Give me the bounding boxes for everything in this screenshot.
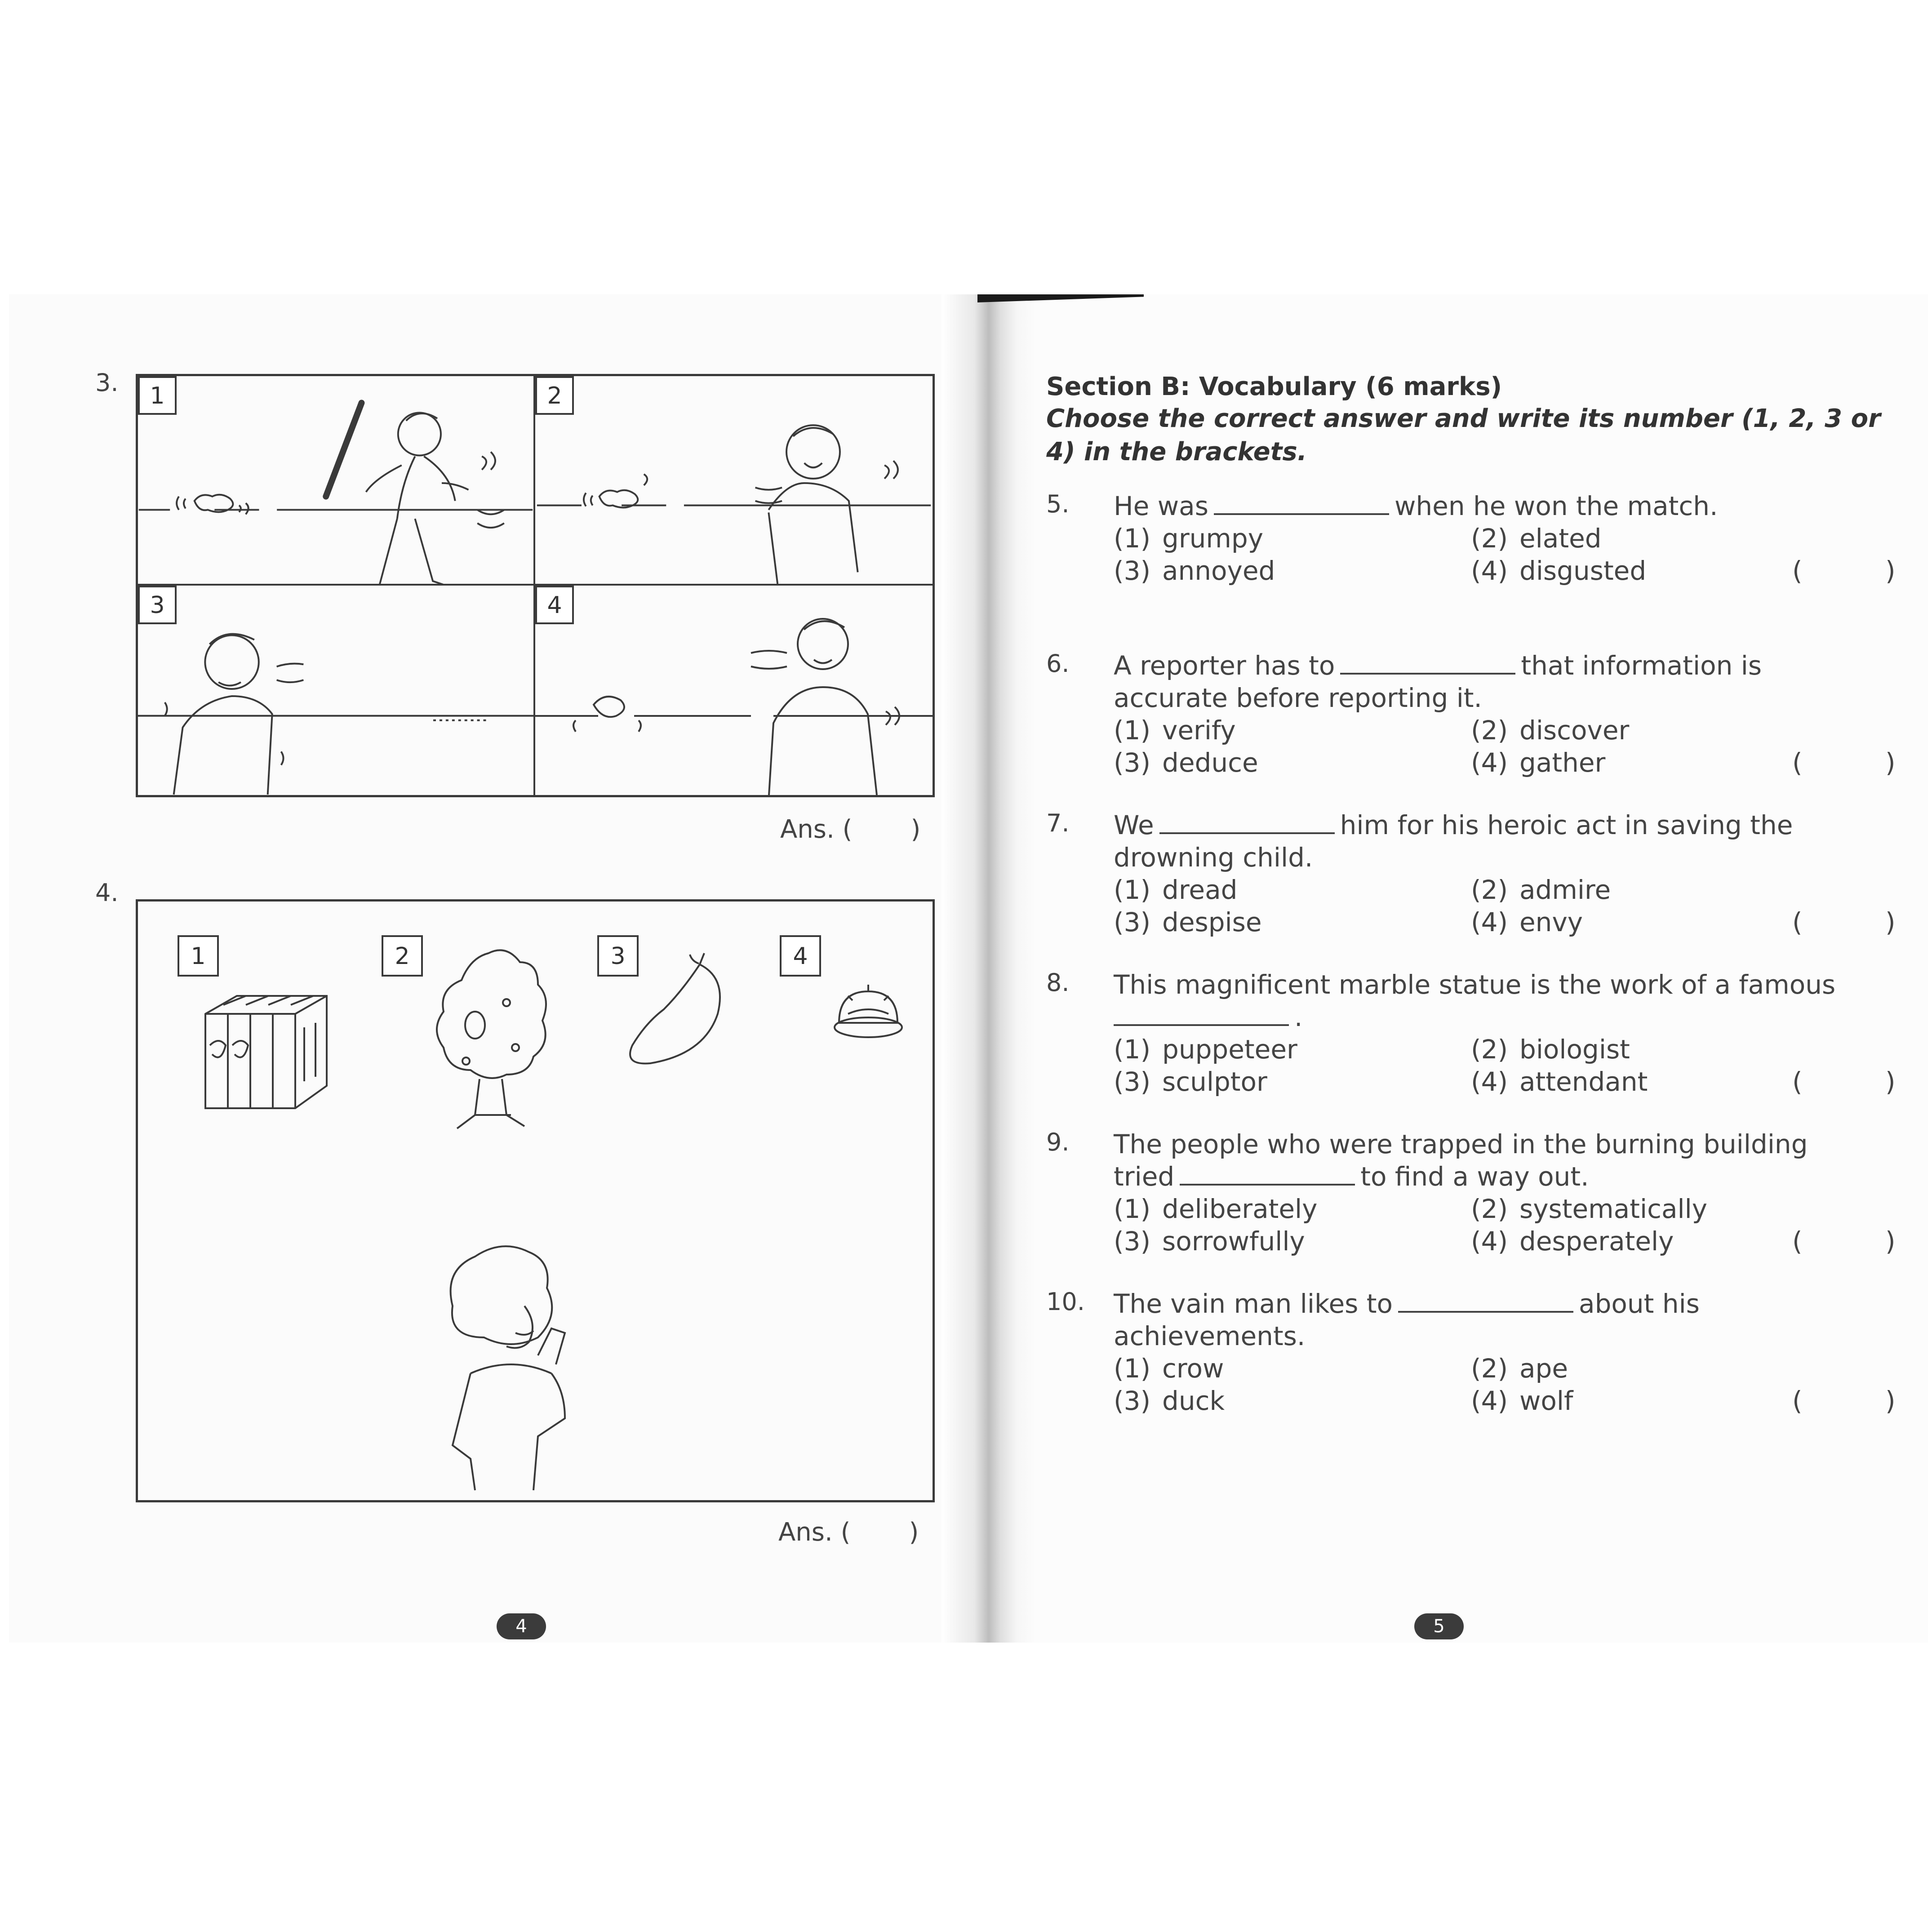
option-2: (2) systematically [1471,1194,1708,1224]
option-3: (3) deduce [1114,747,1258,778]
option-3: (3) sculptor [1114,1066,1267,1097]
question-number: 8. [1046,968,1070,997]
panel-label: 3 [138,586,177,624]
question-number: 6. [1046,649,1070,678]
panel-1 [138,376,535,586]
question-stem: The people who were trapped in the burning building tried to find a way out. [1114,1129,1808,1192]
answer-blank [1114,1001,1289,1026]
q3-answer-label [780,815,920,844]
option-4: (4) disgusted [1471,555,1647,586]
answer-bracket[interactable]: ( ) [1792,555,1896,586]
answer-blank [1398,1288,1573,1313]
boy-coughing-icon [138,586,533,795]
answer-open: Ans. ( [778,1518,851,1547]
option-4: (4) wolf [1471,1386,1573,1416]
question-stem [1114,490,1855,522]
question-stem: We him for his heroic act in saving the drowning child. [1114,810,1793,873]
option-1: (1) dread [1114,875,1238,905]
girl-pointing-icon [435,1243,605,1495]
question-9 [1046,1128,1900,1263]
panel-3 [138,586,535,795]
question-10 [1046,1288,1900,1422]
answer-bracket[interactable]: ( ) [1792,1226,1896,1257]
option-2: (2) elated [1471,523,1602,554]
answer-bracket[interactable]: ( ) [1792,1066,1896,1097]
option-4: (4) attendant [1471,1066,1648,1097]
item-label: 3 [597,935,639,977]
answer-blank [1159,809,1335,834]
question-6 [1046,649,1900,784]
answer-blank [1340,649,1515,675]
answer-bracket[interactable]: ( ) [1792,747,1896,778]
q4-answer-label [778,1518,919,1547]
question-stem: The vain man likes to about his achievements. [1114,1288,1700,1351]
question-4-number: 4. [95,879,119,907]
boy-with-bat-chasing-dog-icon [138,376,533,584]
panel-label: 4 [535,586,574,624]
option-1: (1) verify [1114,715,1236,746]
option-1: (1) puppeteer [1114,1034,1297,1065]
option-1: (1) crow [1114,1353,1224,1384]
item-label: 4 [780,935,821,977]
answer-bracket[interactable]: ( ) [1792,907,1896,937]
mango-icon [623,951,731,1068]
question-7 [1046,809,1900,944]
stem-text: He was [1114,491,1208,521]
page-number-right: 5 [1414,1613,1464,1639]
question-number: 9. [1046,1128,1070,1156]
option-4: (4) envy [1471,907,1583,937]
option-3: (3) duck [1114,1386,1225,1416]
boy-laughing-dog-icon [535,376,933,584]
answer-close: ) [909,1518,919,1547]
question-stem: This magnificent marble statue is the work of a famous . [1114,969,1836,1032]
question-8 [1046,968,1900,1103]
stem-text: when he won the match. [1394,491,1718,521]
panel-label: 1 [138,376,177,415]
option-2: (2) ape [1471,1353,1568,1384]
panel-4 [535,586,933,795]
page-number-left: 4 [497,1613,546,1639]
option-3: (3) sorrowfully [1114,1226,1305,1257]
picture-choice-q4 [136,899,935,1502]
answer-open: Ans. ( [780,815,853,844]
option-3: (3) annoyed [1114,555,1275,586]
item-label: 1 [178,935,219,977]
panel-2 [535,376,933,586]
option-4: (4) gather [1471,747,1606,778]
option-3: (3) despise [1114,907,1262,937]
rambutan-icon [830,982,906,1050]
section-instruction: Choose the correct answer and write its number (1, 2, 3 or 4) in the brackets. [1046,404,1881,466]
question-3-number: 3. [95,369,119,397]
option-2: (2) biologist [1471,1034,1630,1065]
picture-sequence-q3 [136,374,935,797]
option-1: (1) deliberately [1114,1194,1318,1224]
option-4: (4) desperately [1471,1226,1674,1257]
juice-boxes-icon [196,978,340,1113]
answer-close: ) [910,815,921,844]
option-2: (2) discover [1471,715,1630,746]
option-1: (1) grumpy [1114,523,1264,554]
question-number: 7. [1046,809,1070,837]
question-stem: A reporter has to that information is accurate before reporting it. [1114,650,1762,713]
answer-blank [1214,490,1389,515]
option-2: (2) admire [1471,875,1611,905]
book-gutter [942,294,1036,1643]
question-number: 10. [1046,1288,1085,1316]
question-5 [1046,490,1900,593]
tree-icon [426,944,551,1133]
answer-bracket[interactable]: ( ) [1792,1386,1896,1416]
item-label: 2 [382,935,423,977]
section-title: Section B: Vocabulary (6 marks) [1046,372,1502,401]
question-number: 5. [1046,490,1070,518]
panel-label: 2 [535,376,574,415]
boy-sneezing-dog-icon [535,586,933,795]
book-spread [9,294,1928,1643]
answer-blank [1180,1160,1355,1186]
